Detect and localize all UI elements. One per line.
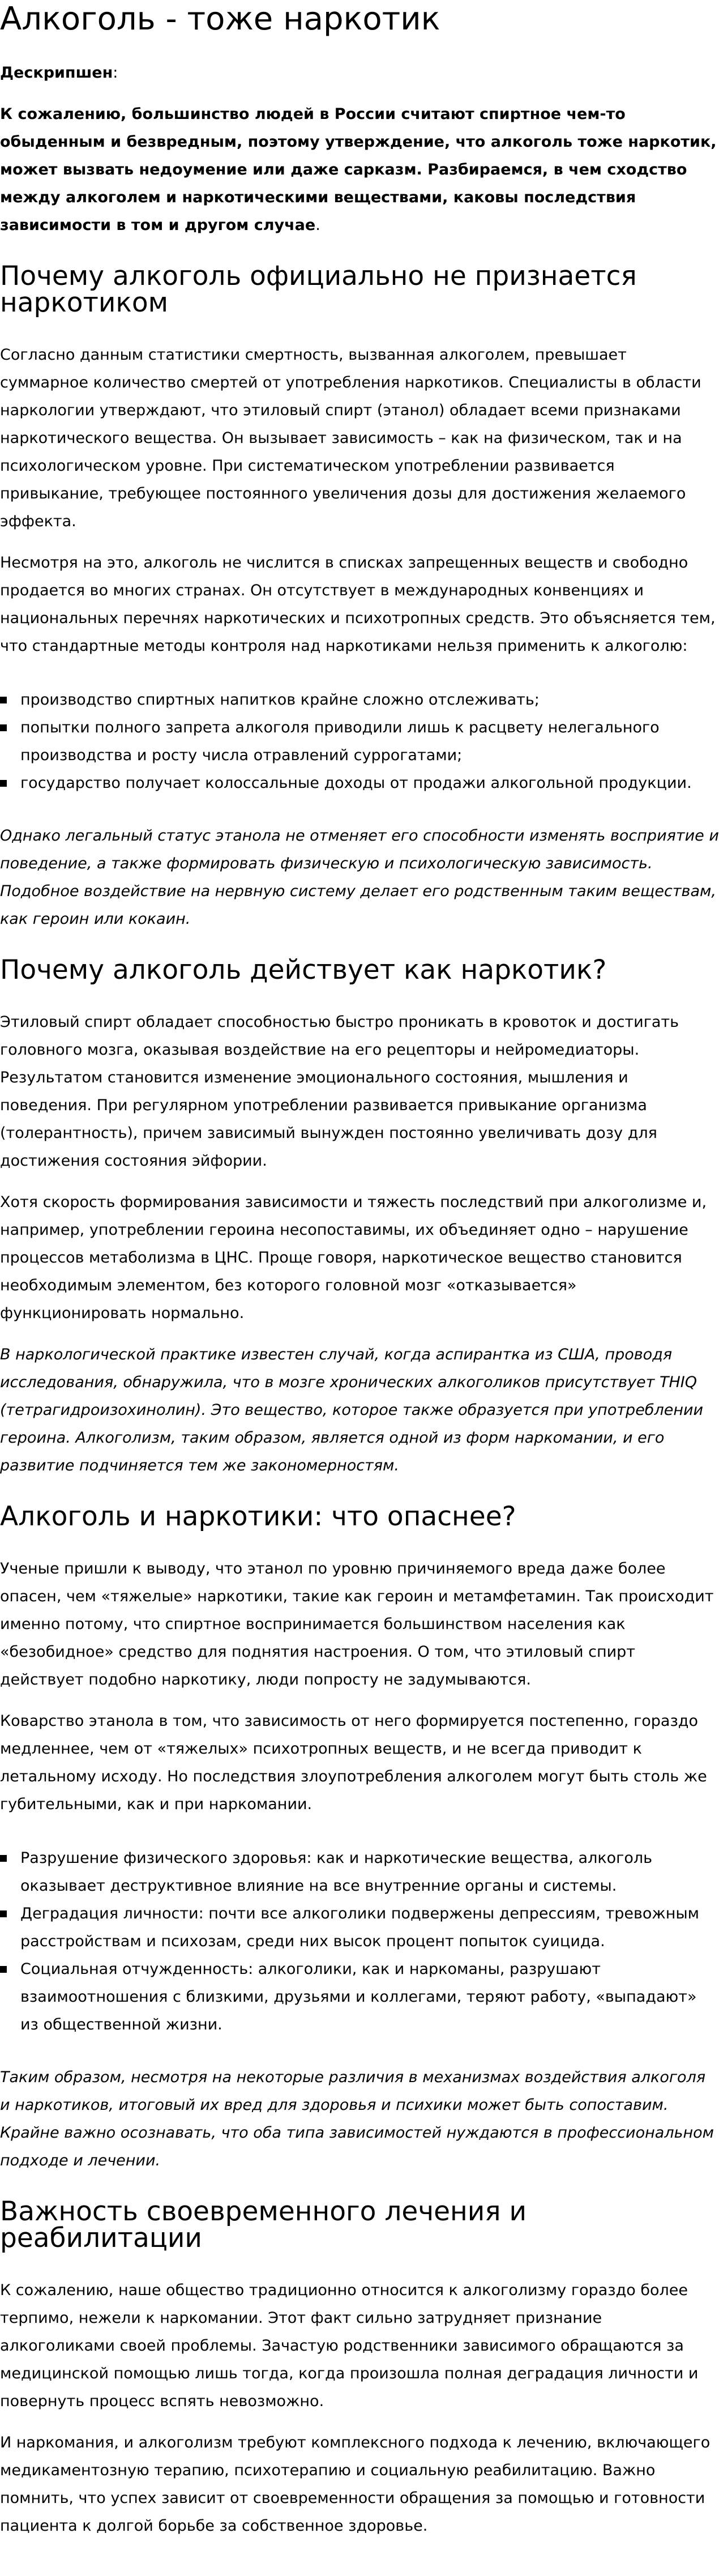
paragraph: Коварство этанола в том, что зависимость от него формируется постепенно, гораздо медленнее, чем от «тяжелых» психотропных веществ, и не всегда приводит к летальному исходу. Но последствия злоупотребления алкоголем могут быть столь же губительными, как и при наркомании.	[0, 1712, 707, 1813]
paragraph: К сожалению, наше общество традиционно относится к алкоголизму гораздо более терпимо, нежели к наркомании. Этот факт сильно затрудняет признание алкоголиками своей проблемы. Зачастую родственники зависимого обращаются за медицинской помощью лишь тогда, когда произошла полная деградация личности и повернуть процесс вспять невозможно.	[0, 2281, 699, 2410]
paragraph: Несмотря на это, алкоголь не числится в списках запрещенных веществ и свободно продается во многих странах. Он отсутствует в международных конвенциях и национальных перечнях наркотических и психотропных средств. Это объясняется тем, что стандартные методы контроля над наркотиками нельзя применить к алкоголю:	[0, 554, 716, 655]
bullet-square-icon	[0, 724, 7, 731]
list-item-text: Разрушение физического здоровья: как и наркотические вещества, алкоголь оказывает деструктивное влияние на все внутренние органы и системы.	[20, 1849, 653, 1895]
list-item	[0, 686, 719, 714]
paragraph: Хотя скорость формирования зависимости и тяжесть последствий при алкоголизме и, например, употреблении героина несопоставимы, их объединяет одно – нарушение процессов метаболизма в ЦНС. Проще говоря, наркотическое вещество становится необходимым элементом, без которого головной мозг «отказывается» функционировать нормально.	[0, 1193, 707, 1322]
paragraph: Этиловый спирт обладает способностью быстро проникать в кровоток и достигать головного мозга, оказывая воздействие на его рецепторы и нейромедиаторы. Результатом становится изменение эмоционального состояния, мышления и поведения. При регулярном употреблении развивается привыкание организма (толерантность), причем зависимый вынужден постоянно увеличивать дозу для достижения состояния эйфории.	[0, 1013, 679, 1170]
list-item-text: производство спиртных напитков крайне сложно отслеживать;	[20, 691, 540, 709]
description-label: Дескрипшен	[0, 64, 113, 82]
list-item-text: попытки полного запрета алкоголя приводили лишь к расцвету нелегального производства и росту числа отравлений суррогатами;	[20, 719, 660, 764]
bullet-square-icon	[0, 1966, 7, 1973]
bullet-square-icon	[0, 1855, 7, 1862]
section-heading: Алкоголь и наркотики: что опаснее?	[0, 1501, 516, 1532]
bullet-list	[0, 673, 719, 808]
italic-paragraph: Таким образом, несмотря на некоторые различия в механизмах воздействия алкоголя и наркотиков, итоговый их вред для здоровья и психики может быть сопоставим. Крайне важно осознавать, что оба типа зависимостей нуждаются в профессиональном подходе и лечении.	[0, 2069, 714, 2169]
italic-paragraph: В наркологической практике известен случай, когда аспирантка из США, проводя исследования, обнаружила, что в мозге хронических алкоголиков присутствует THIQ (тетрагидроизохинолин). Это вещество, которое также образуется при употреблении героина. Алкоголизм, таким образом, является одной из форм наркомании, и его развитие подчиняется тем же закономерностям.	[0, 1346, 704, 1474]
description-end: .	[315, 216, 320, 234]
list-item-text: государство получает колоссальные доходы от продажи алкогольной продукции.	[20, 774, 692, 792]
description-label-paragraph	[0, 59, 719, 87]
page-title: Алкоголь - тоже наркотик	[0, 1, 440, 37]
bullet-list	[0, 1832, 719, 2050]
bullet-square-icon	[0, 780, 7, 787]
bullet-square-icon	[0, 1910, 7, 1917]
list-item	[0, 769, 719, 797]
paragraph: Ученые пришли к выводу, что этанол по уровню причиняемого вреда даже более опасен, чем «тяжелые» наркотики, такие как героин и метамфетамин. Так происходит именно потому, что спиртное воспринимается большинством населения как «безобидное» средство для поднятия настроения. О том, что этиловый спирт действует подобно наркотику, люди попросту не задумываются.	[0, 1560, 714, 1688]
italic-paragraph: Однако легальный статус этанола не отменяет его способности изменять восприятие и поведение, а также формировать физическую и психологическую зависимость. Подобное воздействие на нервную систему делает его родственным таким веществам, как героин или кокаин.	[0, 827, 719, 928]
section-heading: Почему алкоголь официально не признается наркотиком	[0, 261, 637, 318]
description-text-body: К сожалению, большинство людей в России считают спиртное чем-то обыденным и безвредным, поэтому утверждение, что алкоголь тоже наркотик, может вызвать недоумение или даже сарказм. Разбираемся, в чем сходство между алкоголем и наркотическими веществами, каковы последствия зависимости в том и другом случае	[0, 105, 717, 234]
section-heading: Важность своевременного лечения и реабилитации	[0, 2196, 527, 2254]
section-heading: Почему алкоголь действует как наркотик?	[0, 954, 607, 986]
list-item-text: Деградация личности: почти все алкоголики подвержены депрессиям, тревожным расстройствам и психозам, среди них высок процент попыток суицида.	[20, 1905, 700, 1950]
description-colon: :	[113, 64, 118, 82]
bullet-square-icon	[0, 697, 7, 703]
list-item-text: Социальная отчужденность: алкоголики, как и наркоманы, разрушают взаимоотношения с близкими, друзьями и коллегами, теряют работу, «выпадают» из общественной жизни.	[20, 1960, 697, 2033]
list-item	[0, 1955, 719, 2038]
list-item	[0, 1844, 719, 1900]
list-item	[0, 714, 719, 769]
description-text	[0, 100, 719, 239]
paragraph: Согласно данным статистики смертность, вызванная алкоголем, превышает суммарное количество смертей от употребления наркотиков. Специалисты в области наркологии утверждают, что этиловый спирт (этанол) обладает всеми признаками наркотического вещества. Он вызывает зависимость – как на физическом, так и на психологическом уровне. При систематическом употреблении развивается привыкание, требующее постоянного увеличения дозы для достижения желаемого эффекта.	[0, 346, 701, 530]
list-item	[0, 1900, 719, 1955]
paragraph: И наркомания, и алкоголизм требуют комплексного подхода к лечению, включающего медикаментозную терапию, психотерапию и социальную реабилитацию. Важно помнить, что успех зависит от своевременности обращения за помощью и готовности пациента к долгой борьбе за собственное здоровье.	[0, 2434, 711, 2535]
